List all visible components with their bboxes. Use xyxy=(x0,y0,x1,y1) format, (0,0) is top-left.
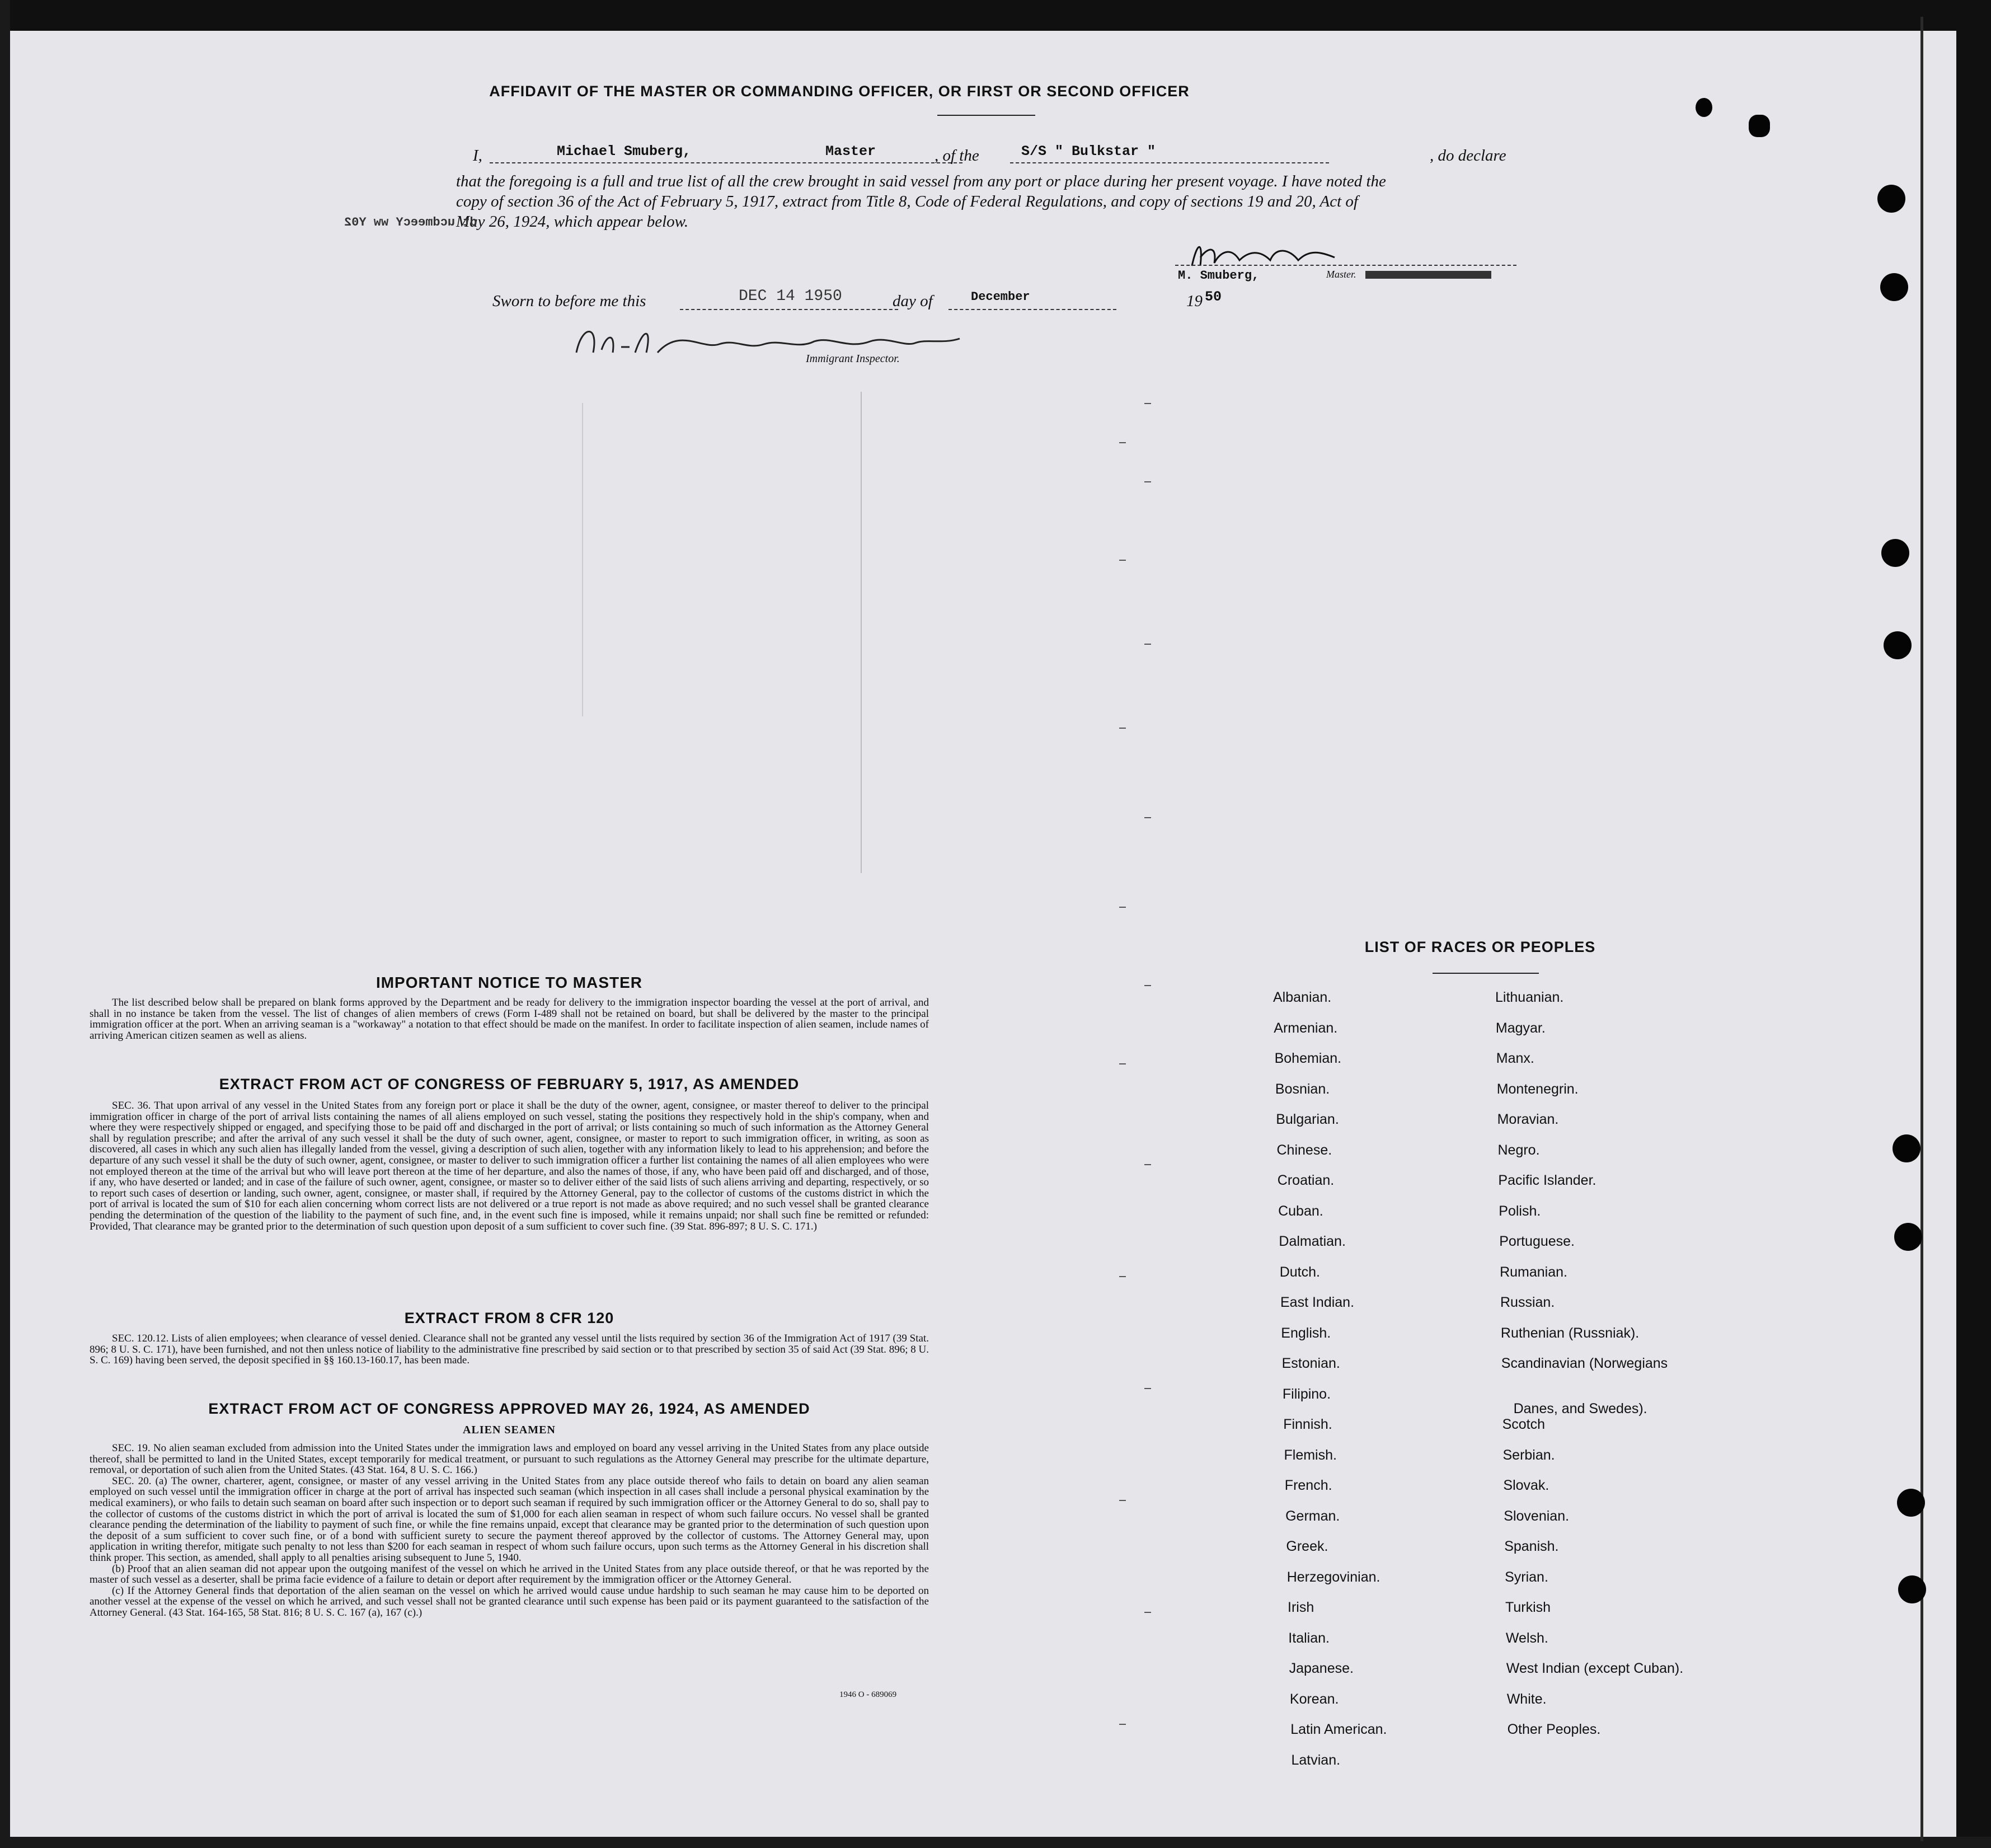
inspector-title: Immigrant Inspector. xyxy=(806,353,900,365)
alien-seamen-subtitle: ALIEN SEAMEN xyxy=(463,1424,556,1436)
struck-out-title xyxy=(1365,271,1491,279)
margin-mark xyxy=(1144,644,1151,645)
punch-hole xyxy=(1884,631,1912,659)
race-item: Turkish xyxy=(1505,1600,1551,1615)
race-item: Portuguese. xyxy=(1499,1233,1575,1249)
sec-36-paragraph: SEC. 36. That upon arrival of any vessel in the United States from any foreign port or place it shall be the duty of the owner, agent, consignee, or master thereof to deliver to the principal immigration officer in charge of the port of arrival lists containing the names of all aliens employed on such vessel, stating the positions they respectively hold in the ship's company, when and where they were respectively shipped or engaged, and specifying those to be paid off and discharged in the port of arrival; or lists containing so much of such information as the Attorney General shall by regulation prescribe; and after the arrival of any such vessel it shall be the duty of such owner, agent, consignee, or master to report to such immigration officer, in writing, as soon as discovered, all cases in which any such alien has illegally landed from the vessel, giving a description of such alien, together with any information likely to lead to his apprehension; and before the departure of any such vessel it shall be the duty of such owner, agent, consignee, or master to deliver to such immigration officer a further list containing the names of all alien employees who were not employed thereon at the time of the arrival but who will leave port thereon at the time of her departure, and also the names of those, if any, who have been paid off and discharged, and of those, if any, who have deserted or landed; and in case of the failure of such owner, agent, consignee, or master so to deliver either of the said lists of such aliens arriving and departing, respectively, or so to report such cases of desertion or landing, such owner, agent, consignee, or master shall, if required by the Attorney General, pay to the collector of customs of the customs district in which the port of arrival is located the sum of $10 for each alien concerning whom correct lists are not delivered or a true report is not made as above required; and no such vessel shall be granted clearance pending the determination of the question of the liability to the payment of such fine, and, in the event such fine is imposed, while it remains unpaid; nor shall such fine be remitted or refunded: Provided, That clearance may be granted prior to the determination of such question upon deposit of a sum sufficient to cover such fine. (39 Stat. 896-897; 8 U. S. C. 171.) xyxy=(90,1100,929,1232)
scan-border-bottom xyxy=(0,1837,1991,1848)
signer-title: Master. xyxy=(1326,269,1356,280)
margin-mark xyxy=(1119,1724,1126,1725)
margin-mark xyxy=(1119,1063,1126,1064)
race-item: Bohemian. xyxy=(1274,1050,1342,1066)
race-item: Rumanian. xyxy=(1500,1264,1567,1280)
punch-hole xyxy=(1897,1489,1925,1517)
punch-hole xyxy=(1877,185,1905,213)
race-item: Albanian. xyxy=(1273,989,1332,1005)
do-declare-label: , do declare xyxy=(1430,147,1506,165)
punch-hole xyxy=(1881,539,1909,567)
race-item: Magyar. xyxy=(1495,1020,1546,1036)
vessel-name: S/S " Bulkstar " xyxy=(1021,143,1156,160)
race-item: Other Peoples. xyxy=(1507,1722,1601,1737)
year-prefix: 19 xyxy=(1186,292,1203,310)
day-of-label: day of xyxy=(893,292,933,310)
race-item: Japanese. xyxy=(1289,1661,1354,1676)
race-item: Pacific Islander. xyxy=(1498,1172,1596,1188)
race-item: Bulgarian. xyxy=(1276,1111,1339,1127)
race-item: Herzegovinian. xyxy=(1286,1569,1380,1585)
affidavit-line-1 xyxy=(456,143,1522,167)
margin-mark xyxy=(1119,1276,1126,1277)
race-item: Negro. xyxy=(1497,1142,1540,1158)
sworn-month: December xyxy=(971,290,1030,304)
race-item: Armenian. xyxy=(1274,1020,1338,1036)
margin-mark xyxy=(1144,481,1151,482)
race-item: Finnish. xyxy=(1283,1417,1332,1432)
race-item: Dutch. xyxy=(1279,1264,1320,1280)
title-underline xyxy=(937,115,1035,116)
affidavit-line-2: that the foregoing is a full and true list of all the crew brought in said vessel from any port or place during her present voyage. I have noted the xyxy=(456,172,1386,190)
punch-hole xyxy=(1898,1575,1926,1603)
name-line xyxy=(490,162,962,163)
scan-border-top xyxy=(0,0,1991,31)
race-item: Polish. xyxy=(1499,1203,1541,1219)
punch-hole xyxy=(1696,98,1712,117)
month-line xyxy=(948,309,1116,310)
race-item: East Indian. xyxy=(1280,1294,1355,1310)
margin-mark xyxy=(1144,985,1151,986)
print-code: 1946 O - 689069 xyxy=(839,1690,897,1699)
notice-paragraph: The list described below shall be prepared on blank forms approved by the Department and be ready for delivery to the immigration inspector boarding the vessel at the port of arrival, and shall in no instance be taken from the vessel. The list of changes of alien members of crews (Form I-489 shall not be retained on board, but shall be delivered by the master to the principal immigration officer at the port. When an arriving seaman is a "workaway" a notation to that effect should be made on the manifest. In order to facilitate inspection of alien seamen, include names of arriving American citizen seamen as well as aliens. xyxy=(90,997,929,1042)
scan-border-left xyxy=(0,0,10,1848)
margin-mark xyxy=(1144,1612,1151,1613)
race-item: Manx. xyxy=(1496,1050,1534,1066)
margin-mark xyxy=(1119,728,1126,729)
race-item: Slovenian. xyxy=(1504,1508,1570,1524)
sworn-label: Sworn to before me this xyxy=(492,292,646,310)
inspector-signature xyxy=(568,322,971,361)
vessel-line xyxy=(1010,162,1329,163)
faint-vertical-line xyxy=(582,403,583,716)
race-item: Danes, and Swedes). xyxy=(1513,1400,1647,1417)
races-title-underline xyxy=(1433,973,1539,974)
race-item: Lithuanian. xyxy=(1495,989,1564,1005)
mirrored-bleed-text: dt ucdmeecY ww Y02 xyxy=(344,215,477,229)
race-item: Italian. xyxy=(1288,1630,1330,1646)
sworn-date-line xyxy=(680,309,898,310)
race-item: Slovak. xyxy=(1503,1478,1549,1493)
margin-mark xyxy=(1119,907,1126,908)
master-rank: Master xyxy=(825,143,876,160)
notice-body xyxy=(90,997,929,1041)
affidavit-line-4: May 26, 1924, which appear below. xyxy=(456,213,689,231)
master-name: Michael Smuberg, xyxy=(557,143,692,160)
race-item: Welsh. xyxy=(1505,1630,1548,1646)
margin-mark xyxy=(1144,1388,1151,1389)
sec-20b-paragraph: (b) Proof that an alien seaman did not appear upon the outgoing manifest of the vessel on which he arrived in the United States from any place outside thereof, or that he was reported by the master of such vessel as a deserter, shall be prima facie evidence of a failure to detain or deport after requirement by the immigration officer or the Attorney General. xyxy=(90,1563,929,1586)
sworn-line xyxy=(492,288,1231,315)
race-item: Chinese. xyxy=(1276,1142,1332,1158)
race-item: Dalmatian. xyxy=(1279,1233,1346,1249)
race-item: Spanish. xyxy=(1504,1539,1559,1554)
punch-hole xyxy=(1894,1223,1922,1251)
race-item: Greek. xyxy=(1286,1539,1328,1554)
race-item: French. xyxy=(1284,1478,1332,1493)
page-fold-line xyxy=(1920,17,1923,1841)
race-item: English. xyxy=(1281,1325,1331,1341)
race-item: Flemish. xyxy=(1284,1447,1337,1463)
margin-mark xyxy=(1144,817,1151,818)
extract-1917-title: EXTRACT FROM ACT OF CONGRESS OF FEBRUARY 5, 1917, AS AMENDED xyxy=(219,1076,800,1092)
sec-20a-paragraph: SEC. 20. (a) The owner, charterer, agent, consignee, or master of any vessel arriving in the United States from any place outside thereof who fails to detain on board any alien seaman employed on such vessel until the immigration officer in charge at the port of arrival has inspected such seaman (which inspection in all cases shall include a personal physical examination by the medical examiners), or who fails to detain such seaman on board after such inspection or to deport such seaman if required by such immigration officer or the Attorney General to do so, shall pay to the collector of customs of the customs district in which the port of arrival is located the sum of $1,000 for each alien seaman in respect of whom such failure occurs. No vessel shall be granted clearance pending the determination of the liability to payment of such fine, or while the fine remains unpaid, except that clearance may be granted prior to the determination of such question upon the deposit of a sum sufficient to cover such fine, or of a bond with sufficient surety to secure the payment thereof approved by the collector of customs. The Attorney General may, upon application in writing therefor, mitigate such penalty to not less than $200 for each seaman in respect of whom such failure occurs, upon such terms as the Attorney General in his discretion shall think proper. This section, as amended, shall apply to all penalties arising subsequent to June 5, 1940. xyxy=(90,1475,929,1564)
race-item: Croatian. xyxy=(1277,1172,1335,1188)
race-item: Russian. xyxy=(1500,1294,1555,1310)
margin-mark xyxy=(1119,442,1126,443)
of-the-label: , of the xyxy=(935,147,979,165)
race-item: Ruthenian (Russniak). xyxy=(1500,1325,1640,1341)
extract-1917-body xyxy=(90,1100,929,1232)
sec-19-paragraph: SEC. 19. No alien seaman excluded from admission into the United States under the immigration laws and employed on board any vessel arriving in the United States from any place outside thereof, shall be permitted to land in the United States, except temporarily for medical treatment, or pursuant to such regulations as the Attorney General may prescribe for the ultimate departure, removal, or deportation of such alien from the United States. (43 Stat. 164, 8 U. S. C. 166.) xyxy=(90,1442,929,1476)
race-item: Montenegrin. xyxy=(1496,1081,1579,1097)
race-item: Irish xyxy=(1288,1600,1314,1615)
scan-border-right xyxy=(1956,0,1991,1848)
extract-1924-title: EXTRACT FROM ACT OF CONGRESS APPROVED MAY 26, 1924, AS AMENDED xyxy=(208,1400,810,1417)
races-title: LIST OF RACES OR PEOPLES xyxy=(1364,939,1596,955)
extract-1924-body xyxy=(90,1443,929,1619)
race-item: Cuban. xyxy=(1278,1203,1323,1219)
sec-120-12-paragraph: SEC. 120.12. Lists of alien employees; when clearance of vessel denied. Clearance shall not be granted any vessel until the lists required by section 36 of the Immigration Act of 1917 (39 Stat. 896; 8 U. S. C. 171), have been furnished, and not then unless notice of liability to the administrative fine prescribed by said section or to that prescribed by section 35 of said Act (39 Stat. 896; 8 U. S. C. 169) having been served, the deposit specified in §§ 160.13-160.17, has been made. xyxy=(90,1333,929,1367)
punch-hole xyxy=(1893,1134,1920,1162)
ink-blot xyxy=(1749,115,1770,137)
race-item: Filipino. xyxy=(1282,1386,1331,1402)
notice-title: IMPORTANT NOTICE TO MASTER xyxy=(375,974,643,991)
i-label: I, xyxy=(473,147,482,165)
race-item: Estonian. xyxy=(1281,1355,1340,1371)
extract-cfr-title: EXTRACT FROM 8 CFR 120 xyxy=(404,1310,614,1326)
margin-mark xyxy=(1119,560,1126,561)
sworn-date-stamp: DEC 14 1950 xyxy=(739,288,842,305)
race-item: Korean. xyxy=(1289,1691,1339,1707)
year-suffix: 50 xyxy=(1205,289,1222,305)
affidavit-line-3: copy of section 36 of the Act of February 5, 1917, extract from Title 8, Code of Federal Regulations, and copy of sections 19 and 20, Act of xyxy=(456,193,1358,210)
extract-cfr-body xyxy=(90,1333,929,1366)
race-item: Latin American. xyxy=(1290,1722,1387,1737)
margin-mark xyxy=(1144,403,1151,404)
master-signature-line xyxy=(1175,265,1516,266)
race-item: Scotch xyxy=(1502,1417,1546,1432)
race-item: White. xyxy=(1506,1691,1547,1707)
race-item: Bosnian. xyxy=(1275,1081,1330,1097)
punch-hole xyxy=(1880,273,1908,301)
race-item: Serbian. xyxy=(1502,1447,1555,1463)
faint-vertical-line xyxy=(861,392,862,873)
signer-typed-name: M. Smuberg, xyxy=(1178,269,1260,283)
race-item: German. xyxy=(1285,1508,1340,1524)
race-item: Latvian. xyxy=(1291,1752,1341,1768)
margin-mark xyxy=(1119,1500,1126,1501)
sec-20c-paragraph: (c) If the Attorney General finds that deportation of the alien seaman on the vessel on which he arrived would cause undue hardship to such seaman he may cause him to be deported on another vessel at the expense of the vessel on which he arrived, and such vessel shall not be granted clearance until such expense has been paid or its payment guaranteed to the satisfaction of the Attorney General. (43 Stat. 164-165, 58 Stat. 816; 8 U. S. C. 167 (a), 167 (c).) xyxy=(90,1584,929,1619)
margin-mark xyxy=(1144,1164,1151,1165)
race-item: Moravian. xyxy=(1497,1111,1559,1127)
race-item: West Indian (except Cuban). xyxy=(1506,1661,1684,1676)
race-item: Scandinavian (Norwegians xyxy=(1501,1355,1668,1371)
affidavit-title: AFFIDAVIT OF THE MASTER OR COMMANDING OFFICER, OR FIRST OR SECOND OFFICER xyxy=(489,83,1190,100)
race-item: Syrian. xyxy=(1505,1569,1548,1585)
